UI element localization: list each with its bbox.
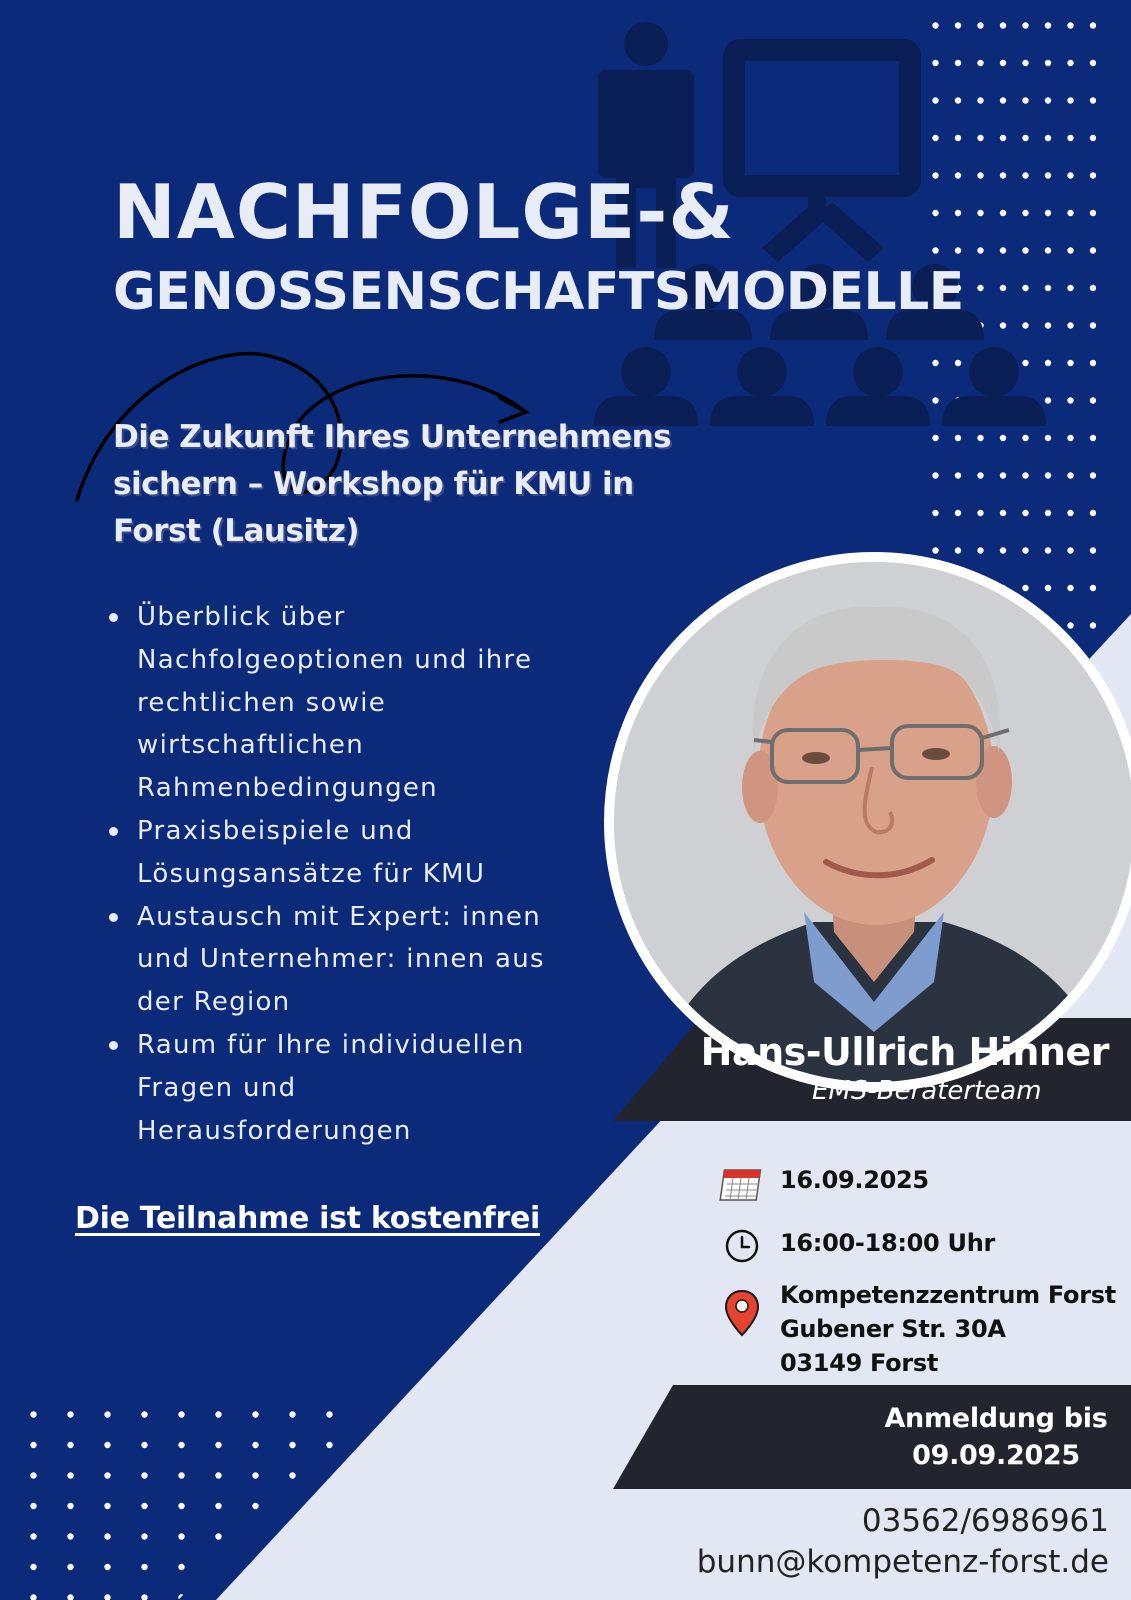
contact-email[interactable]: bunn@kompetenz-forst.de bbox=[696, 1544, 1109, 1580]
topic-item bbox=[105, 896, 585, 1024]
subtitle bbox=[113, 414, 713, 555]
location-pin-icon bbox=[724, 1289, 760, 1337]
contact-phone[interactable]: 03562/6986961 bbox=[861, 1503, 1109, 1539]
topic-text: der Region bbox=[137, 987, 291, 1018]
location-line: Gubener Str. 30A bbox=[780, 1315, 1006, 1343]
topic-text: rechtlichen sowie bbox=[137, 687, 387, 718]
event-location bbox=[780, 1278, 1116, 1380]
event-date: 16.09.2025 bbox=[780, 1166, 929, 1194]
topic-list bbox=[105, 596, 585, 1152]
topic-text: Herausforderungen bbox=[137, 1115, 412, 1146]
topic-text: Rahmenbedingungen bbox=[137, 773, 438, 804]
registration-deadline bbox=[870, 1400, 1122, 1474]
calendar-icon bbox=[719, 1166, 765, 1202]
title-line-2: GENOSSENSCHAFTSMODELLE bbox=[113, 262, 964, 322]
topic-text: Lösungsansätze für KMU bbox=[137, 858, 486, 889]
clock-icon bbox=[724, 1228, 760, 1264]
title-line-1: NACHFOLGE-& bbox=[113, 168, 735, 256]
subtitle-line: Forst (Lausitz) bbox=[113, 513, 360, 549]
topic-text: Fragen und bbox=[137, 1072, 297, 1103]
speaker-role: EMS-Beraterteam bbox=[812, 1076, 1042, 1106]
location-line: 03149 Forst bbox=[780, 1349, 939, 1377]
topic-text: und Unternehmer: innen aus bbox=[137, 944, 545, 975]
topic-text: wirtschaftlichen bbox=[137, 730, 365, 761]
topic-text: Raum für Ihre individuellen bbox=[137, 1029, 525, 1060]
topic-text: Überblick über bbox=[137, 602, 346, 632]
registration-label: Anmeldung bis bbox=[884, 1403, 1108, 1434]
speaker-photo bbox=[604, 552, 1131, 1092]
free-participation-note: Die Teilnahme ist kostenfrei bbox=[75, 1201, 541, 1236]
event-time: 16:00-18:00 Uhr bbox=[780, 1229, 996, 1257]
registration-date: 09.09.2025 bbox=[912, 1440, 1080, 1471]
topic-text: Austausch mit Expert: innen bbox=[137, 901, 541, 932]
subtitle-line: Die Zukunft Ihres Unternehmens bbox=[113, 419, 672, 455]
speaker-name: Hans-Ullrich Hinner bbox=[700, 1030, 1109, 1074]
topic-item bbox=[105, 810, 585, 896]
speaker-portrait bbox=[614, 562, 1131, 1082]
location-line: Kompetenzzentrum Forst bbox=[780, 1281, 1116, 1309]
subtitle-line: sichern – Workshop für KMU in bbox=[113, 466, 634, 502]
topic-text: Nachfolgeoptionen und ihre bbox=[137, 644, 533, 675]
topic-item bbox=[105, 1024, 585, 1152]
topic-text: Praxisbeispiele und bbox=[137, 815, 414, 846]
topic-item bbox=[105, 596, 585, 810]
